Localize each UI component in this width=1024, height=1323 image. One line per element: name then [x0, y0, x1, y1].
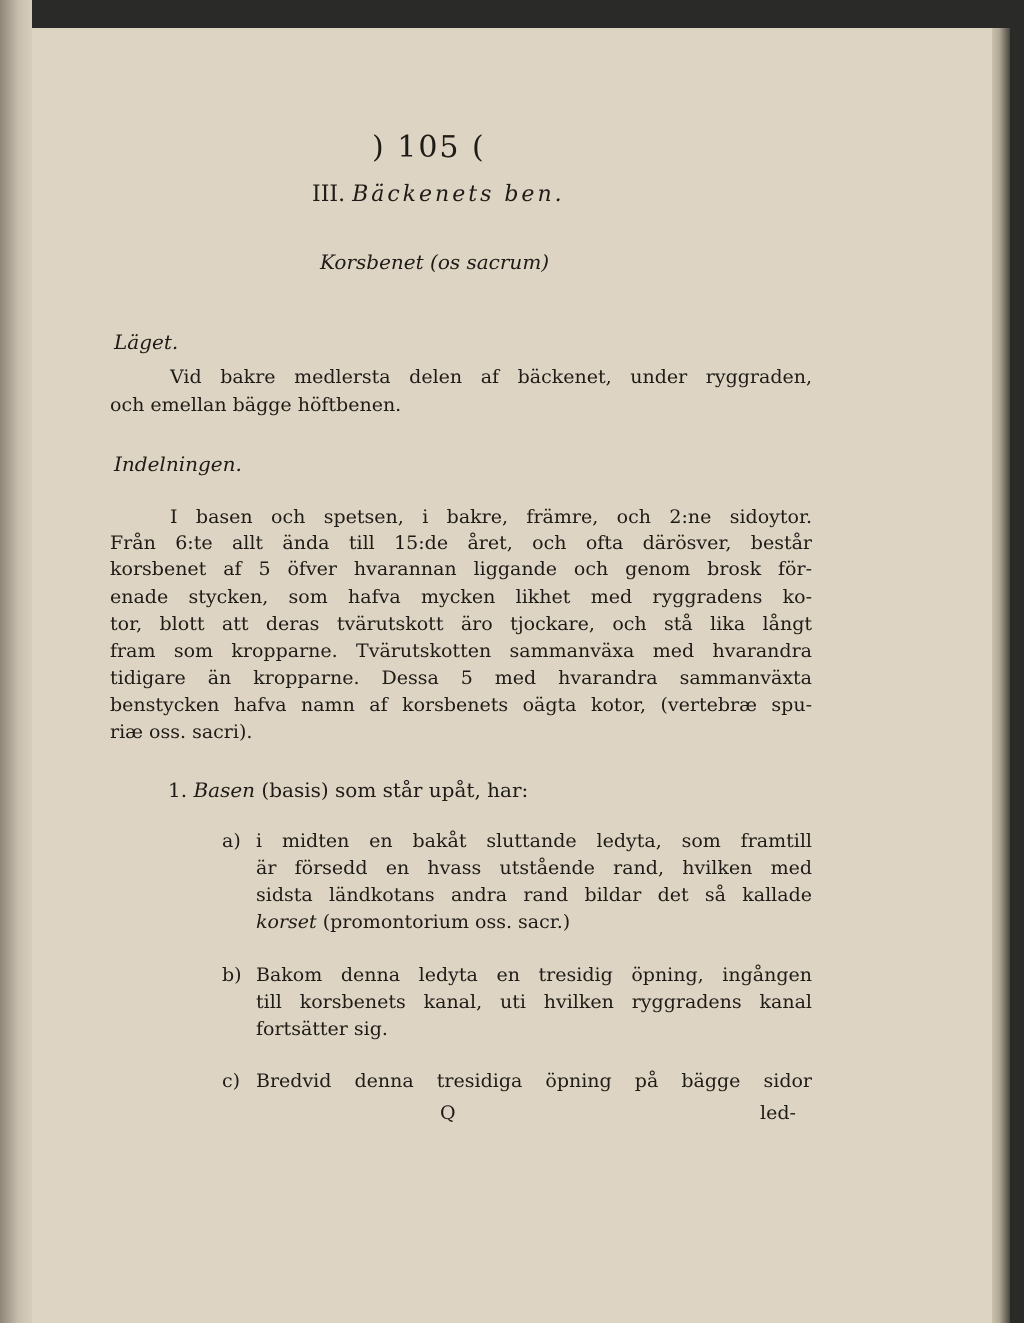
list-line: sidsta ländkotans andra rand bildar det så kallade [256, 884, 812, 906]
indelning-line: Från 6:te allt ända till 15:de året, och ofta därösver, består [110, 532, 812, 554]
section-title: Bäckenets ben. [352, 182, 565, 207]
list-marker: c) [222, 1070, 241, 1092]
page-edge [992, 28, 1010, 1323]
laget-line: och emellan bägge höftbenen. [110, 394, 402, 416]
basen-heading [168, 778, 528, 802]
list-line-rest: (promontorium oss. sacr.) [316, 911, 571, 933]
basen-term: Basen [193, 778, 256, 802]
list-line: till korsbenets kanal, uti hvilken ryggradens kanal [256, 991, 812, 1013]
section-numeral: III. [312, 182, 346, 207]
list-line [256, 911, 812, 933]
label-laget: Läget. [114, 330, 179, 354]
laget-line: Vid bakre medlersta delen af bäckenet, under ryggraden, [170, 366, 812, 388]
basen-number: 1. [168, 778, 188, 802]
list-line: är försedd en hvass utstående rand, hvilken med [256, 857, 812, 879]
list-marker: a) [222, 830, 241, 852]
list-marker: b) [222, 964, 242, 986]
indelning-line: riæ oss. sacri). [110, 721, 253, 743]
page-number: ) 105 ( [372, 130, 486, 165]
list-line: Bakom denna ledyta en tresidig öpning, ingången [256, 964, 812, 986]
book-gutter [0, 0, 32, 1323]
subtitle: Korsbenet (os sacrum) [320, 250, 550, 274]
indelning-line: tidigare än kropparne. Dessa 5 med hvarandra sammanväxta [110, 667, 812, 689]
indelning-line: I basen och spetsen, i bakre, främre, och 2:ne sidoytor. [170, 506, 812, 528]
indelning-line: korsbenet af 5 öfver hvarannan liggande och genom brosk för- [110, 558, 812, 580]
indelning-line: enade stycken, som hafva mycken likhet med ryggradens ko- [110, 586, 812, 608]
section-heading [312, 182, 565, 207]
label-indelning: Indelningen. [114, 452, 242, 476]
list-line: i midten en bakåt sluttande ledyta, som framtill [256, 830, 812, 852]
signature-mark: Q [440, 1102, 456, 1124]
basen-rest: (basis) som står upåt, har: [261, 778, 529, 802]
catchword: led- [760, 1102, 796, 1124]
list-line: fortsätter sig. [256, 1018, 388, 1040]
term-korset: korset [256, 911, 317, 933]
list-line: Bredvid denna tresidiga öpning på bägge sidor [256, 1070, 812, 1092]
indelning-line: benstycken hafva namn af korsbenets oägta kotor, (vertebræ spu- [110, 694, 812, 716]
indelning-line: tor, blott att deras tvärutskott äro tjockare, och stå lika långt [110, 613, 812, 635]
indelning-line: fram som kropparne. Tvärutskotten sammanväxa med hvarandra [110, 640, 812, 662]
